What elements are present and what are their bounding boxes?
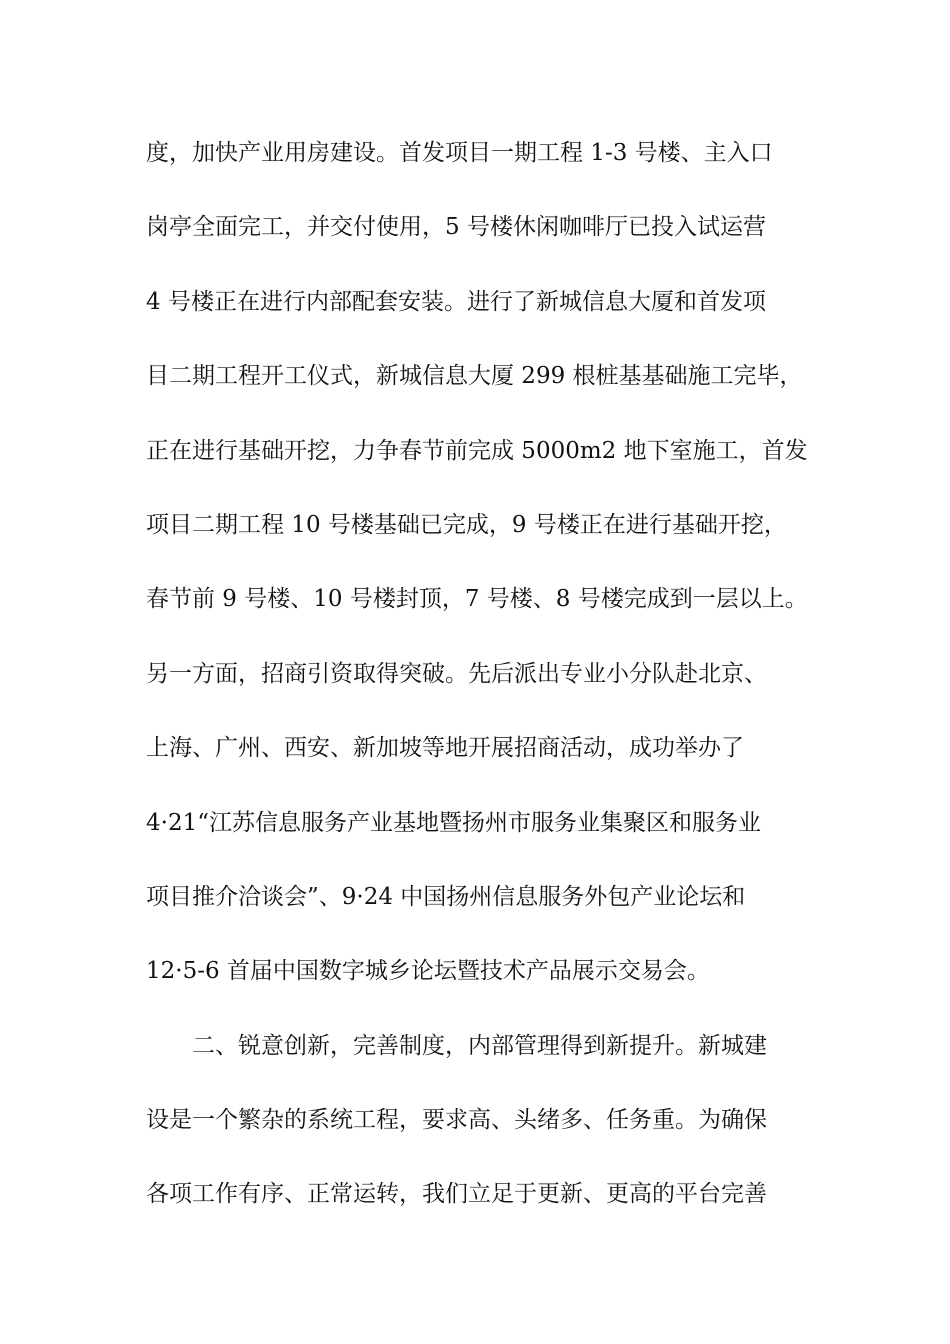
document-body xyxy=(146,131,826,1247)
text-line: 4·21“江苏信息服务产业基地暨扬州市服务业集聚区和服务业 xyxy=(146,809,761,836)
text-line: 设是一个繁杂的系统工程，要求高、头绪多、任务重。为确保 xyxy=(146,1107,767,1134)
text-line: 4 号楼正在进行内部配套安装。进行了新城信息大厦和首发项 xyxy=(146,288,766,315)
text-line: 春节前 9 号楼、10 号楼封顶，7 号楼、8 号楼完成到一层以上。 xyxy=(146,586,808,613)
text-line: 各项工作有序、正常运转，我们立足于更新、更高的平台完善 xyxy=(146,1181,767,1208)
text-line: 上海、广州、西安、新加坡等地开展招商活动，成功举办了 xyxy=(146,735,744,762)
text-line: 目二期工程开工仪式，新城信息大厦 299 根桩基基础施工完毕， xyxy=(146,363,803,390)
text-line: 度，加快产业用房建设。首发项目一期工程 1-3 号楼、主入口 xyxy=(146,140,773,166)
text-line: 项目推介洽谈会”、9·24 中国扬州信息服务外包产业论坛和 xyxy=(146,883,746,910)
text-line: 岗亭全面完工，并交付使用，5 号楼休闲咖啡厅已投入试运营 xyxy=(146,214,766,241)
text-line: 项目二期工程 10 号楼基础已完成，9 号楼正在进行基础开挖， xyxy=(146,511,787,538)
text-line: 另一方面，招商引资取得突破。先后派出专业小分队赴北京、 xyxy=(146,660,767,687)
section-heading-line: 二、锐意创新，完善制度，内部管理得到新提升。新城建 xyxy=(192,1032,767,1059)
text-line: 12·5-6 首届中国数字城乡论坛暨技术产品展示交易会。 xyxy=(146,958,710,985)
text-line: 正在进行基础开挖，力争春节前完成 5000m2 地下室施工，首发 xyxy=(146,437,808,464)
